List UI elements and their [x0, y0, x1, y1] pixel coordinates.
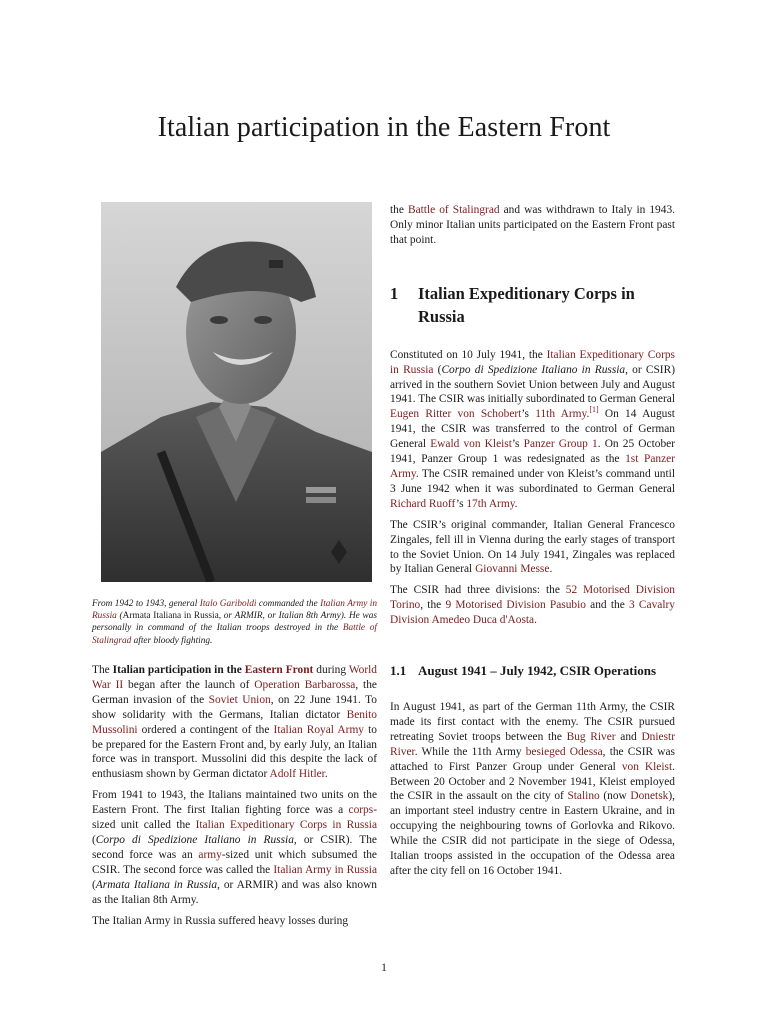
operations-paragraph: In August 1941, as part of the German 11th Army, the CSIR made its first contact with the enemy. The CSIR pursued retreating Soviet troops between the Bug River and Dniestr River. While the 11th Army besieged Odessa, the CSIR was attached to First Panzer Group under General von Kleist. Between 20 October and 2 November 1941, Kleist employed the CSIR in the assault on the city of Stalino (now Donetsk), an important steel industry centre in Eastern Ukraine, and in occupying the neighbouring towns of Gorlovka and Rikovo. While the CSIR did not participate in the siege of Odessa, Italian troops assisted in the occupation of the Odessa area after the city fell on 16 October 1941. [390, 701, 675, 877]
left-column [92, 663, 377, 934]
losses-paragraph: The Italian Army in Russia suffered heavy losses during [92, 914, 349, 927]
link-italo-gariboldi[interactable]: Italo Gariboldi [199, 599, 257, 609]
link-italian-army-in-russia-2[interactable]: Italian Army in Russia [273, 863, 377, 876]
divisions-paragraph: The CSIR had three divisions: the 52 Motorised Division Torino, the 9 Motorised Division Pasubio and the 3 Cavalry Division Amedeo Duca d'Aosta. [390, 584, 675, 627]
stalingrad-paragraph: the Battle of Stalingrad and was withdrawn to Italy in 1943. Only minor Italian units participated on the Eastern Front past that point. [390, 204, 675, 246]
csir-paragraph: Constituted on 10 July 1941, the Italian Expeditionary Corps in Russia (Corpo di Spedizione Italiano in Russia, or CSIR) arrived in the southern Soviet Union between July and August 1941. The CSIR was initially subordinated to German General Eugen Ritter von Schobert’s 11th Army.[1] On 14 August 1941, the CSIR was transferred to the control of German General Ewald von Kleist’s Panzer Group 1. On 25 October 1941, Panzer Group 1 was redesignated as the 1st Panzer Army. The CSIR remained under von Kleist’s command until 3 June 1942 when it was subordinated to German General Richard Ruoff’s 17th Army. [390, 348, 675, 510]
link-battle-of-stalingrad-2[interactable]: Battle of Stalingrad [407, 204, 500, 216]
link-donetsk[interactable]: Donetsk [630, 790, 669, 803]
link-soviet-union[interactable]: Soviet Union [208, 693, 271, 706]
link-operation-barbarossa[interactable]: Operation Barbarossa [254, 678, 356, 691]
link-eastern-front[interactable]: Eastern Front [244, 664, 314, 676]
link-dniestr-river[interactable]: Dniestr River [390, 730, 675, 758]
link-division-torino[interactable]: 52 Motorised Division Torino [390, 584, 675, 612]
link-corps[interactable]: corps [348, 804, 374, 817]
link-battle-of-stalingrad[interactable]: Battle of Stalingrad [92, 623, 377, 646]
link-csir[interactable]: Italian Expeditionary Corps in Russia [390, 348, 675, 376]
figure-caption: From 1942 to 1943, general Italo Gariboldi commanded the Italian Army in Russia (Armata Italiana in Russia, or ARMIR, or Italian 8th Army). He was personally in command of the Italian troops destroyed in the Battle of Stalingrad after bloody fighting. [92, 599, 378, 646]
link-1st-panzer-army[interactable]: 1st Panzer Army [390, 453, 675, 480]
link-von-kleist-2[interactable]: von Kleist [621, 760, 673, 773]
intro-paragraph: The Italian participation in the Eastern Front during World War II began after the launch of Operation Barbarossa, the German invasion of the Soviet Union, on 22 June 1941. To show solidarity with the Germans, Italian dictator Benito Mussolini ordered a contingent of the Italian Royal Army to be prepared for the Eastern Front and, by early July, an Italian force was in transport. Mussolini did this despite the lack of enthusiasm shown by German dictator Adolf Hitler. [92, 664, 377, 781]
link-italian-royal-army[interactable]: Italian Royal Army [273, 723, 365, 736]
link-italian-army-in-russia[interactable]: Italian Army in Russia [92, 599, 378, 622]
section-1-1-heading: 1.1 August 1941 – July 1942, CSIR Operations [390, 663, 657, 679]
portrait-illustration [101, 202, 372, 582]
link-panzer-group-1[interactable]: Panzer Group 1 [523, 438, 598, 451]
link-giovanni-messe[interactable]: Giovanni Messe [475, 563, 550, 576]
link-army[interactable]: army [198, 848, 222, 861]
right-column [390, 203, 675, 885]
general-portrait-photo [101, 202, 372, 582]
citation-1[interactable]: [1] [589, 405, 599, 415]
link-11th-army[interactable]: 11th Army [535, 408, 587, 421]
link-adolf-hitler[interactable]: Adolf Hitler [269, 768, 325, 781]
section-1-heading: 1 Italian Expeditionary Corps in Russia [390, 283, 635, 326]
link-italian-expeditionary-corps[interactable]: Italian Expeditionary Corps in Russia [195, 819, 377, 832]
link-cavalry-division[interactable]: 3 Cavalry Division Amedeo Duca d'Aosta [390, 599, 675, 627]
link-17th-army[interactable]: 17th Army [466, 497, 515, 510]
page-title: Italian participation in the Eastern Front [157, 112, 611, 143]
link-odessa[interactable]: Odessa [569, 745, 603, 758]
link-bug-river[interactable]: Bug River [566, 730, 616, 743]
link-division-pasubio[interactable]: 9 Motorised Division Pasubio [445, 599, 586, 612]
link-benito-mussolini[interactable]: Benito Mussolini [92, 708, 377, 736]
link-richard-ruoff[interactable]: Richard Ruoff [390, 497, 456, 510]
link-besieged[interactable]: besieged [525, 745, 566, 758]
link-stalino[interactable]: Stalino [567, 790, 600, 803]
link-von-kleist[interactable]: Ewald von Kleist [430, 438, 512, 451]
link-world-war-ii[interactable]: World War II [92, 664, 377, 691]
commander-paragraph: The CSIR’s original commander, Italian General Francesco Zingales, fell ill in Vienna during the early stages of transport to the Soviet Union. On 14 July 1941, Zingales was replaced by Italian General Giovanni Messe. [390, 518, 675, 576]
link-von-schobert[interactable]: Eugen Ritter von Schobert [390, 408, 522, 421]
page-number: 1 [381, 962, 387, 974]
units-paragraph: From 1941 to 1943, the Italians maintained two units on the Eastern Front. The first Italian fighting force was a corps-sized unit called the Italian Expeditionary Corps in Russia (Corpo di Spedizione Italiano in Russia, or CSIR). The second force was an army-sized unit which subsumed the CSIR. The second force was called the Italian Army in Russia (Armata Italiana in Russia, or ARMIR) and was also known as the Italian 8th Army. [92, 789, 377, 906]
